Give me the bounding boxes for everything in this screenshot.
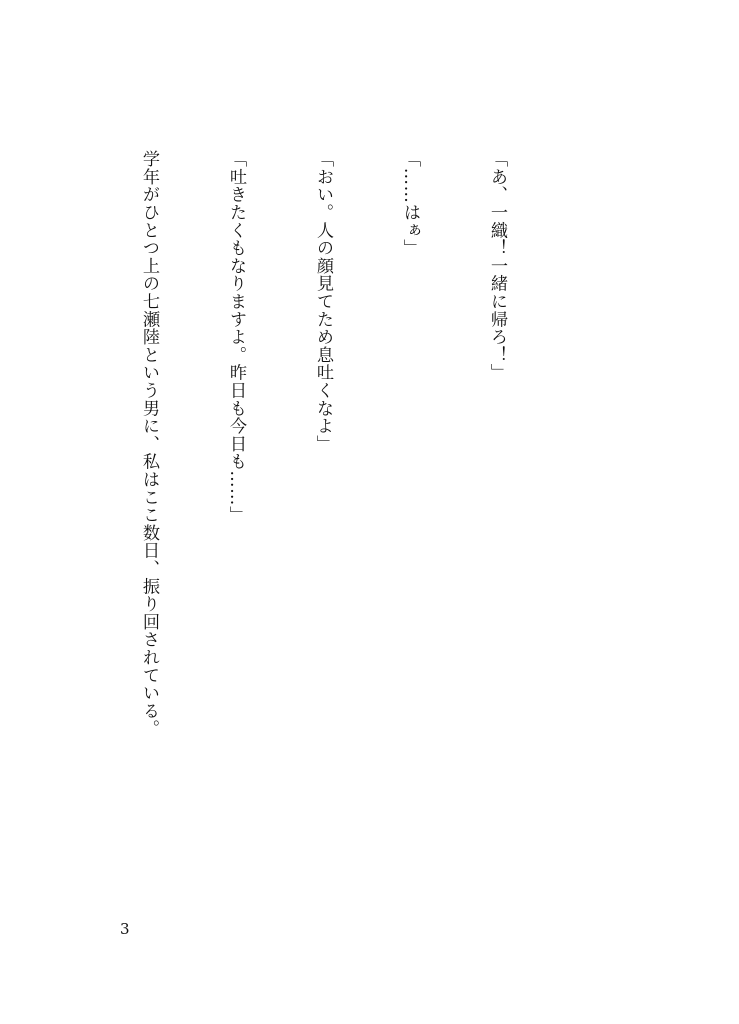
text-line: 「吐きたくもなりますよ。昨日も今日も……」: [226, 150, 246, 524]
text-line: 「あ、一織！一緒に帰ろ！」: [487, 150, 507, 382]
page-number: 3: [120, 920, 130, 938]
blank-line: [47, 150, 76, 910]
text-line: 「おい。人の顔見てため息吐くなよ」: [313, 150, 333, 453]
text-line: 学年がひとつ上の七瀬陸という男に、私はここ数日、振り回されている。: [139, 150, 159, 738]
vertical-text-body: [0, 150, 569, 910]
text-line: 「……はぁ」: [400, 150, 420, 257]
